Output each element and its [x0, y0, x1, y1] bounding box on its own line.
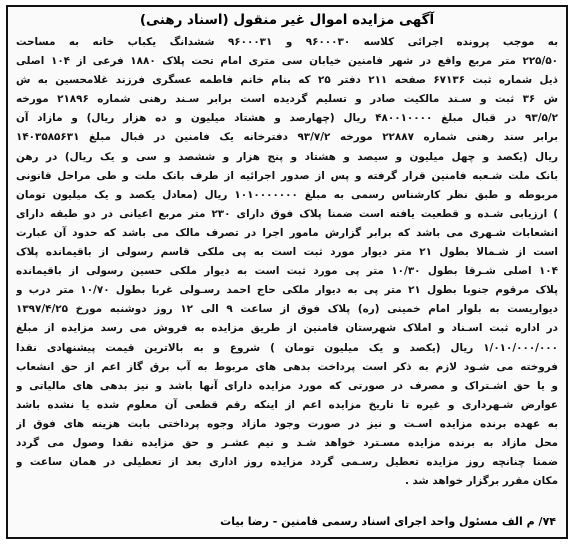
notice-line: ) ارزیابی شـده و قطعیت یافته است ضمنا پلاک فوق دارای ۲۳۰ متر مربع اعیانی در دو طبقه دارای [16, 207, 558, 220]
notice-line: به موجب پرونده اجرائی کلاسه ۹۶۰۰۰۳۰ و ۹۶۰۰۰۳۱ ششدانگ یکباب خانه به مساحت [16, 36, 558, 48]
notice-line: ۱/۰۱۰/۰۰۰/۰۰۰ ریال (یکصد و یک میلیون تومان ) شروع و به بالاترین قیمت پیشنهادی نقدا [16, 341, 558, 354]
notice-line: ۲۲۵/۵۰ متر مربع واقع در شهر فامنین خیابان سی متری امام تحت پلاک ۱۸۸۰ فرعی از ۱۰۴ اصلی [16, 55, 558, 68]
notice-line: بانک ملت شـعبه فامنین قرار گرفته و پس از صدور اجرائیه از طرف بانک ملت و طی مراحل قانونی [16, 169, 558, 182]
notice-line: پلاک مرقوم جنوبا بطول ۲۱ متر پی به دیوار ملکی حاج احمد رسـولی غربا بطول ۱۰/۷۰ متر درب و [16, 284, 558, 297]
notice-line: است از شـمالا بطول ۲۱ متر دیوار مورد ثبت است به پی ملکی قاسم رسولی از باقیمانده پلاک [16, 246, 558, 259]
notice-signature: ۷۴/ م الف مسئول واحد اجرای اسناد رسمی فامنین - رضا بیات [220, 515, 556, 528]
notice-line: ش ۳۶ ثبت و سـند مالکیت صادر و تسلیم گردیده است برابر سـند رهنی شماره ۲۱۸۹۶ مورخه [16, 93, 558, 106]
notice-line: به عهده برنده مزایده اسـت و نیز در صورت وجود مازاد وجوه پرداختی بابت هزینه های فوق از [16, 417, 558, 430]
notice-line: در اداره ثبت اسـناد و املاک شهرستان فامنین از طریق مزایده به فروش می رسد مزایده از مبلغ [16, 322, 558, 335]
notice-line: دیواریست به بلوار امام خمینی (ره) پلاک فوق از ساعت ۹ الی ۱۲ روز دوشنبه مورخ ۱۳۹۷/۴/۲۵ [16, 303, 558, 316]
notice-body [16, 33, 558, 491]
notice-line: ضمنا چنانچه روز مزایده تعطیل رسـمی گردد مزایده روز اداری بعد از تعطیلی در همان ساعت و [16, 456, 558, 469]
notice-line: فروخته می شـود لازم به ذکر است پرداخت بدهی های مربوط به آب برق گاز اعم از حق انشعاب [16, 360, 558, 373]
notice-line: برابر سند رهنی شماره ۲۲۸۸۷ مورخه ۹۳/۷/۲ دفترخانه یک فامنین در قبال مبلغ ۱۴۰۳۵۸۵۶۳۱ [16, 131, 558, 144]
notice-line: مربوطه و طبق نظر کارشناس رسمی به مبلغ ۱۰۱۰۰۰۰۰۰۰ ریال (معادل یکصد و یک میلیون تومان [16, 188, 558, 201]
notice-line: عوارض شـهرداری و غیره تا تاریخ مزایده اعم از اینکه رقم قطعی آن معلوم شده یا نشده باشد [16, 398, 558, 411]
notice-line: و یا حق اشـتراک و مصرف در صورتی که مورد مزایده دارای آنها باشد و نیز بدهی های مالیاتی و [16, 379, 558, 392]
notice-line: ذیل شماره ثبت ۶۷۱۳۶ صفحه ۲۱۱ دفتر ۲۵ که بنام خانم فاطمه عسگری فرزند غلامحسین به ش [16, 74, 558, 87]
auction-notice [6, 5, 568, 539]
notice-line: مکان مقرر برگزار خواهد شد . [404, 475, 558, 488]
notice-line: ۱۰۴ اصلی شـرقا بطول ۱۰/۳۰ متر پی مورد ثبت است به دیوار ملکی حسین رسولی از باقیمانده [16, 265, 558, 278]
notice-line: انشعابات شـهری می باشد که برابر گزارش مامور اجرا در تصرف مالک می باشد که حدود آن عبارت [16, 226, 558, 239]
notice-line: ریال (یکصد و چهل میلیون و سیصد و هشتاد و پنج هزار و ششصد و سی و یک ریال) در رهن [16, 150, 558, 163]
notice-line: ۹۳/۵/۲ در قبال مبلغ ۴۸۰۰۱۰۰۰۰ ریال (چهارصد و هشتاد میلیون و ده هزار ریال) و مازاد آن [16, 112, 558, 125]
notice-line: محل مازاد به برنده مزایده مسـترد خواهد شـد و نیم عشـر و حق مزایده نقدا وصول می گردد [16, 436, 558, 449]
notice-title: آگهی مزایده اموال غیر منقول (اسناد رهنی) [139, 12, 435, 28]
